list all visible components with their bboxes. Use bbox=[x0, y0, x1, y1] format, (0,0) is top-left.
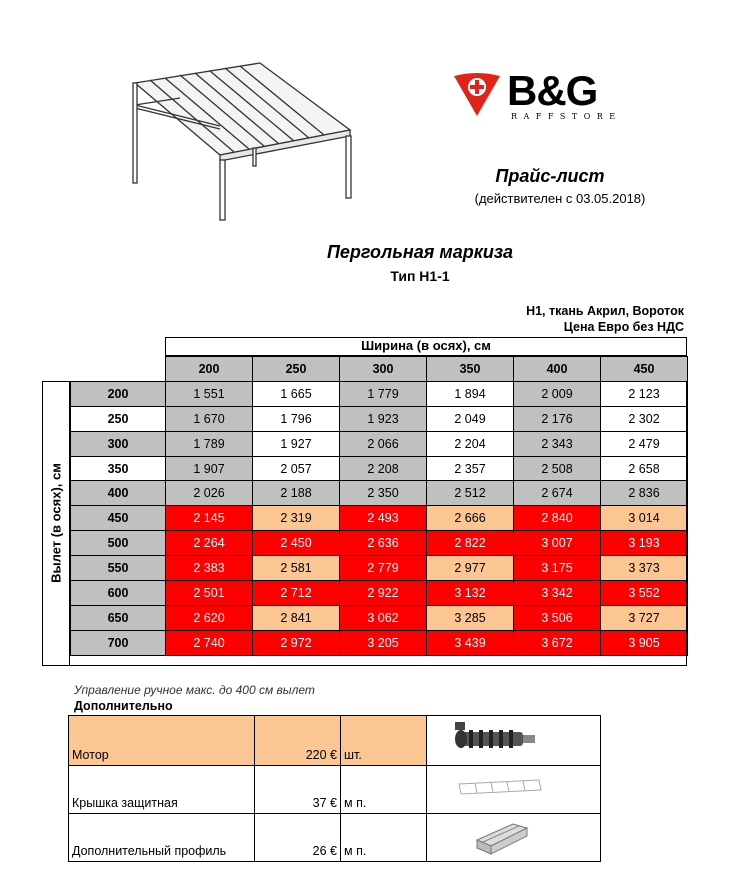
price-cell: 2 319 bbox=[253, 506, 340, 531]
extra-price: 220 € bbox=[255, 716, 341, 766]
width-row bbox=[71, 357, 688, 382]
matrix-row bbox=[71, 381, 688, 406]
price-cell: 2 740 bbox=[166, 630, 253, 655]
price-cell: 2 264 bbox=[166, 531, 253, 556]
price-cell: 2 208 bbox=[340, 456, 427, 481]
price-cell: 2 658 bbox=[601, 456, 688, 481]
price-cell: 3 007 bbox=[514, 531, 601, 556]
price-cell: 2 123 bbox=[601, 381, 688, 406]
height-cell: 600 bbox=[71, 581, 166, 606]
extra-picture bbox=[427, 766, 601, 814]
extra-picture bbox=[427, 814, 601, 862]
price-cell: 2 057 bbox=[253, 456, 340, 481]
matrix-row bbox=[71, 506, 688, 531]
price-cell: 2 972 bbox=[253, 630, 340, 655]
price-cell: 2 479 bbox=[601, 431, 688, 456]
pergola-drawing bbox=[120, 60, 370, 230]
spec-note: Н1, ткань Акрил, Вороток bbox=[526, 304, 684, 318]
extra-picture bbox=[427, 716, 601, 766]
price-cell: 1 551 bbox=[166, 381, 253, 406]
height-cell: 500 bbox=[71, 531, 166, 556]
price-cell: 2 357 bbox=[427, 456, 514, 481]
motor-icon bbox=[449, 720, 539, 760]
doc-title: Прайс-лист bbox=[495, 166, 605, 186]
price-cell: 2 508 bbox=[514, 456, 601, 481]
matrix-row bbox=[71, 581, 688, 606]
height-cell: 450 bbox=[71, 506, 166, 531]
price-cell: 2 836 bbox=[601, 481, 688, 506]
price-cell: 3 727 bbox=[601, 605, 688, 630]
price-cell: 2 840 bbox=[514, 506, 601, 531]
price-cell: 3 205 bbox=[340, 630, 427, 655]
profile-icon bbox=[473, 818, 533, 858]
price-matrix bbox=[70, 356, 688, 656]
matrix-row bbox=[71, 406, 688, 431]
price-cell: 2 779 bbox=[340, 556, 427, 581]
price-cell: 1 796 bbox=[253, 406, 340, 431]
extras-title: Дополнительно bbox=[74, 699, 173, 713]
extra-price: 37 € bbox=[255, 766, 341, 814]
height-header: Вылет (в осях), см bbox=[48, 463, 64, 583]
price-cell: 2 204 bbox=[427, 431, 514, 456]
price-cell: 2 712 bbox=[253, 581, 340, 606]
brand-subtitle: RAFFSTORE bbox=[511, 112, 622, 121]
height-cell: 200 bbox=[71, 381, 166, 406]
height-cell: 300 bbox=[71, 431, 166, 456]
width-cell: 400 bbox=[514, 357, 601, 382]
height-cell: 250 bbox=[71, 406, 166, 431]
price-cell: 1 789 bbox=[166, 431, 253, 456]
width-cell: 200 bbox=[166, 357, 253, 382]
price-cell: 3 285 bbox=[427, 605, 514, 630]
price-cell: 2 350 bbox=[340, 481, 427, 506]
price-cell: 2 977 bbox=[427, 556, 514, 581]
matrix-row bbox=[71, 431, 688, 456]
extra-price: 26 € bbox=[255, 814, 341, 862]
height-cell: 650 bbox=[71, 605, 166, 630]
price-cell: 2 620 bbox=[166, 605, 253, 630]
extra-name: Дополнительный профиль bbox=[69, 814, 255, 862]
price-cell: 2 066 bbox=[340, 431, 427, 456]
price-cell: 2 145 bbox=[166, 506, 253, 531]
price-cell: 3 062 bbox=[340, 605, 427, 630]
price-cell: 3 373 bbox=[601, 556, 688, 581]
price-note: Цена Евро без НДС bbox=[563, 320, 684, 334]
extras-row bbox=[69, 716, 601, 766]
extra-unit: м п. bbox=[341, 766, 427, 814]
price-cell: 3 439 bbox=[427, 630, 514, 655]
cover-icon bbox=[455, 776, 545, 800]
matrix-row bbox=[71, 531, 688, 556]
matrix-row bbox=[71, 556, 688, 581]
price-cell: 1 779 bbox=[340, 381, 427, 406]
price-cell: 3 506 bbox=[514, 605, 601, 630]
price-cell: 2 841 bbox=[253, 605, 340, 630]
matrix-row bbox=[71, 630, 688, 655]
price-cell: 1 670 bbox=[166, 406, 253, 431]
price-cell: 2 636 bbox=[340, 531, 427, 556]
extra-unit: шт. bbox=[341, 716, 427, 766]
height-cell: 700 bbox=[71, 630, 166, 655]
price-cell: 1 907 bbox=[166, 456, 253, 481]
price-cell: 2 009 bbox=[514, 381, 601, 406]
price-cell: 1 927 bbox=[253, 431, 340, 456]
price-cell: 2 302 bbox=[601, 406, 688, 431]
matrix-row bbox=[71, 605, 688, 630]
price-cell: 2 822 bbox=[427, 531, 514, 556]
extra-name: Мотор bbox=[69, 716, 255, 766]
price-cell: 2 674 bbox=[514, 481, 601, 506]
width-header: Ширина (в осях), см bbox=[165, 337, 687, 356]
price-cell: 2 501 bbox=[166, 581, 253, 606]
brand-name: B&G bbox=[507, 67, 598, 114]
price-cell: 3 193 bbox=[601, 531, 688, 556]
price-cell: 2 512 bbox=[427, 481, 514, 506]
matrix-row bbox=[71, 456, 688, 481]
extra-unit: м п. bbox=[341, 814, 427, 862]
product-type: Тип Н1-1 bbox=[390, 268, 450, 284]
price-cell: 1 665 bbox=[253, 381, 340, 406]
height-cell: 350 bbox=[71, 456, 166, 481]
price-cell: 3 132 bbox=[427, 581, 514, 606]
price-cell: 2 922 bbox=[340, 581, 427, 606]
price-cell: 2 026 bbox=[166, 481, 253, 506]
price-cell: 3 014 bbox=[601, 506, 688, 531]
validity-date: (действителен с 03.05.2018) bbox=[474, 191, 646, 206]
width-cell: 350 bbox=[427, 357, 514, 382]
price-cell: 3 342 bbox=[514, 581, 601, 606]
price-cell: 2 176 bbox=[514, 406, 601, 431]
price-cell: 2 666 bbox=[427, 506, 514, 531]
price-cell: 2 343 bbox=[514, 431, 601, 456]
matrix-row bbox=[71, 481, 688, 506]
price-cell: 2 581 bbox=[253, 556, 340, 581]
price-cell: 2 493 bbox=[340, 506, 427, 531]
price-cell: 3 552 bbox=[601, 581, 688, 606]
price-cell: 3 672 bbox=[514, 630, 601, 655]
manual-note: Управление ручное макс. до 400 см вылет bbox=[74, 683, 315, 697]
width-cell: 250 bbox=[253, 357, 340, 382]
price-cell: 3 905 bbox=[601, 630, 688, 655]
price-cell: 2 188 bbox=[253, 481, 340, 506]
extras-row bbox=[69, 766, 601, 814]
height-cell: 550 bbox=[71, 556, 166, 581]
extras-row bbox=[69, 814, 601, 862]
matrix-corner bbox=[71, 357, 166, 382]
price-cell: 2 383 bbox=[166, 556, 253, 581]
product-title: Пергольная маркиза bbox=[326, 242, 514, 262]
price-cell: 1 923 bbox=[340, 406, 427, 431]
price-cell: 3 175 bbox=[514, 556, 601, 581]
width-cell: 300 bbox=[340, 357, 427, 382]
width-cell: 450 bbox=[601, 357, 688, 382]
extra-name: Крышка защитная bbox=[69, 766, 255, 814]
height-cell: 400 bbox=[71, 481, 166, 506]
price-cell: 2 450 bbox=[253, 531, 340, 556]
extras-table bbox=[68, 715, 601, 862]
price-cell: 2 049 bbox=[427, 406, 514, 431]
shield-cross-icon bbox=[454, 73, 500, 116]
price-cell: 1 894 bbox=[427, 381, 514, 406]
